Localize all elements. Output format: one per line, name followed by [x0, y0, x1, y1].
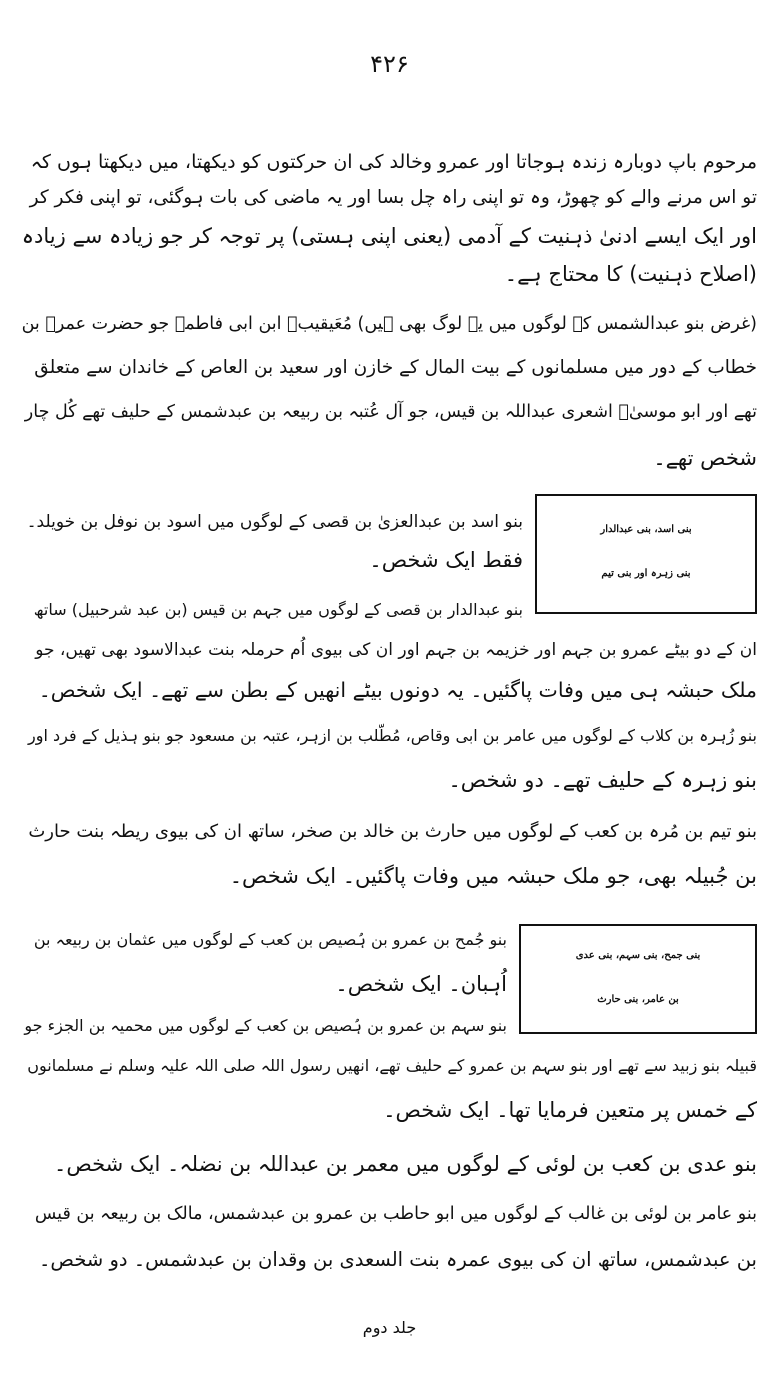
paragraph-6-line-2: اُہبان۔ ایک شخص۔ [335, 972, 507, 996]
paragraph-6-line-5: کے خمس پر متعین فرمایا تھا۔ ایک شخص۔ [383, 1098, 757, 1122]
paragraph-3-line-2: فقط ایک شخص۔ [369, 548, 523, 572]
paragraph-5-line-1: بنو تیم بن مُرہ بن کعب کے لوگوں میں حارث بن خالد بن صخر، ساتھ ان کی بیوی ریطہ بنت حارث [28, 821, 757, 842]
paragraph-4-line-2: بنو زہرہ کے حلیف تھے۔ دو شخص۔ [448, 768, 757, 792]
section-box-2-line-1: بنی جمح، بنی سہم، بنی عدی [575, 950, 701, 961]
paragraph-3-line-4: ان کے دو بیٹے عمرو بن جہم اور خزیمہ بن جہم اور ان کی بیوی اُم حرملہ بنت عبدالاسود بھی تھیں، جو [35, 640, 757, 660]
paragraph-1-line-4: (اصلاح ذہنیت) کا محتاج ہے۔ [504, 262, 757, 286]
paragraph-6-line-1: بنو جُمح بن عمرو بن ہُصیص بن کعب کے لوگوں میں عثمان بن ربیعہ بن [33, 930, 507, 949]
paragraph-2-line-1: (غرض بنو عبدالشمس کے لوگوں میں یہ لوگ بھی ہیں) مُعَیقیبؓ ابن ابی فاطمہ جو حضرت عمرؓ بن [21, 314, 757, 334]
section-box-1-line-2: بنی زہرہ اور بنی تیم [601, 568, 691, 579]
page-number: ۴۲۶ [370, 50, 409, 78]
volume-footer: جلد دوم [362, 1318, 417, 1337]
paragraph-1-line-2: تو اس مرنے والے کو چھوڑ، وہ تو اپنی راہ چل بسا اور یہ ماضی کی بات ہوگئی، تو اپنی فکر کر [29, 187, 757, 208]
paragraph-1-line-1: مرحوم باپ دوبارہ زندہ ہوجاتا اور عمرو وخالد کی ان حرکتوں کو دیکھتا، میں دیکھتا ہوں کہ [30, 151, 757, 173]
paragraph-3-line-3: بنو عبدالدار بن قصی کے لوگوں میں جہم بن قیس (بن عبد شرحبیل) ساتھ [33, 600, 523, 619]
paragraph-4-line-1: بنو زُہرہ بن کلاب کے لوگوں میں عامر بن ابی وقاص، مُطّلب بن ازہر، عتبہ بن مسعود جو بنو ہذیل کے فرد اور [28, 726, 757, 745]
paragraph-2-line-3: تھے اور ابو موسیٰؓ اشعری عبداللہ بن قیس، جو آل عُتبہ بن ربیعہ بن عبدشمس کے حلیف تھے کُل چار [24, 402, 757, 422]
paragraph-5-line-2: بن جُبیلہ بھی، جو ملک حبشہ میں وفات پاگئیں۔ ایک شخص۔ [229, 864, 757, 888]
section-box-tribes-1 [535, 494, 757, 614]
section-box-1-line-1: بنی اسد، بنی عبدالدار [600, 524, 692, 535]
paragraph-2-line-2: خطاب کے دور میں مسلمانوں کے بیت المال کے خازن اور سعید بن العاص کے خاندان سے متعلق [34, 357, 757, 378]
section-box-tribes-2 [519, 924, 757, 1034]
paragraph-8-line-2: بن عبدشمس، ساتھ ان کی بیوی عمرہ بنت السعدی بن وقدان بن عبدشمس۔ دو شخص۔ [39, 1248, 757, 1271]
paragraph-2-line-4: شخص تھے۔ [653, 446, 757, 470]
paragraph-3-line-5: ملک حبشہ ہی میں وفات پاگئیں۔ یہ دونوں بیٹے انھیں کے بطن سے تھے۔ ایک شخص۔ [38, 678, 757, 702]
paragraph-1-line-3: اور ایک ایسے ادنیٰ ذہنیت کے آدمی (یعنی اپنی ہستی) پر توجہ کر جو زیادہ سے زیادہ [21, 224, 757, 248]
section-box-2-line-2: بن عامر، بنی حارث [597, 994, 679, 1005]
paragraph-7-line-1: بنو عدی بن کعب بن لوئی کے لوگوں میں معمر بن عبداللہ بن نضلہ۔ ایک شخص۔ [54, 1152, 757, 1176]
paragraph-3-line-1: بنو اسد بن عبدالعزیٰ بن قصی کے لوگوں میں اسود بن نوفل بن خویلد۔ [26, 512, 523, 532]
paragraph-8-line-1: بنو عامر بن لوئی بن غالب کے لوگوں میں ابو حاطب بن عمرو بن عبدشمس، مالک بن ربیعہ بن قیس [34, 1204, 757, 1224]
paragraph-6-line-3: بنو سہم بن عمرو بن ہُصیص بن کعب کے لوگوں میں محمیہ بن الجزء جو [24, 1016, 507, 1035]
paragraph-6-line-4: قبیلہ بنو زبید سے تھے اور بنو سہم بن عمرو کے حلیف تھے، انھیں رسول اللہ صلی اللہ علیہ وسلم نے مسلمانوں [27, 1056, 757, 1075]
